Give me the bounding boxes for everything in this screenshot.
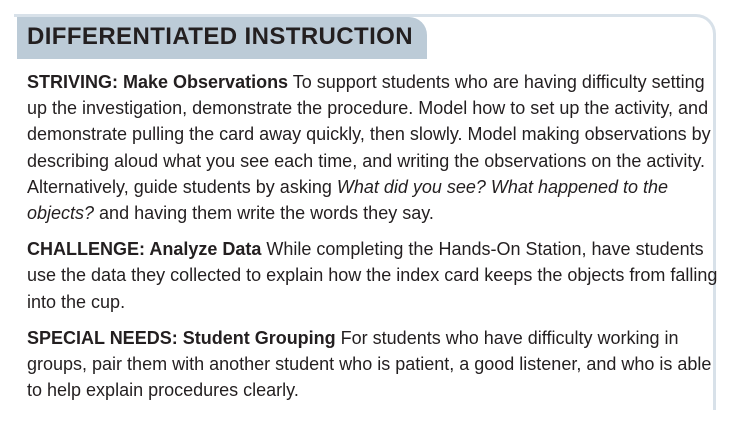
striving-paragraph: [27, 69, 727, 226]
content-body: [27, 69, 727, 413]
section-title: DIFFERENTIATED INSTRUCTION: [27, 23, 413, 50]
special-needs-label: SPECIAL NEEDS: Student Grouping: [27, 327, 336, 348]
striving-text-end: and having them write the words they say.: [94, 203, 434, 224]
special-needs-text: For students who have difficulty working in groups, pair them with another student who is patient, a good listener, and who is able to help explain procedures clearly.: [27, 327, 712, 401]
challenge-paragraph: [27, 236, 727, 315]
striving-label: STRIVING: Make Observations: [27, 72, 289, 92]
striving-text: To support students who are having difficulty setting up the investigation, demonstrate the procedure. Model how to set up the activity, and demonstrate pulling the card away quickly, then slowly. Model making observations by describing aloud what you see each time, and writing the observations on the activity. Alternatively, guide students by asking: [27, 72, 711, 197]
striving-question-text: What did you see? What happened to the objects?: [27, 176, 669, 224]
challenge-text: While completing the Hands-On Station, have students use the data they collected to explain how the index card keeps the objects from falling into the cup.: [27, 239, 718, 312]
challenge-label: CHALLENGE: Analyze Data: [27, 239, 262, 260]
special-needs-paragraph: [27, 325, 727, 404]
